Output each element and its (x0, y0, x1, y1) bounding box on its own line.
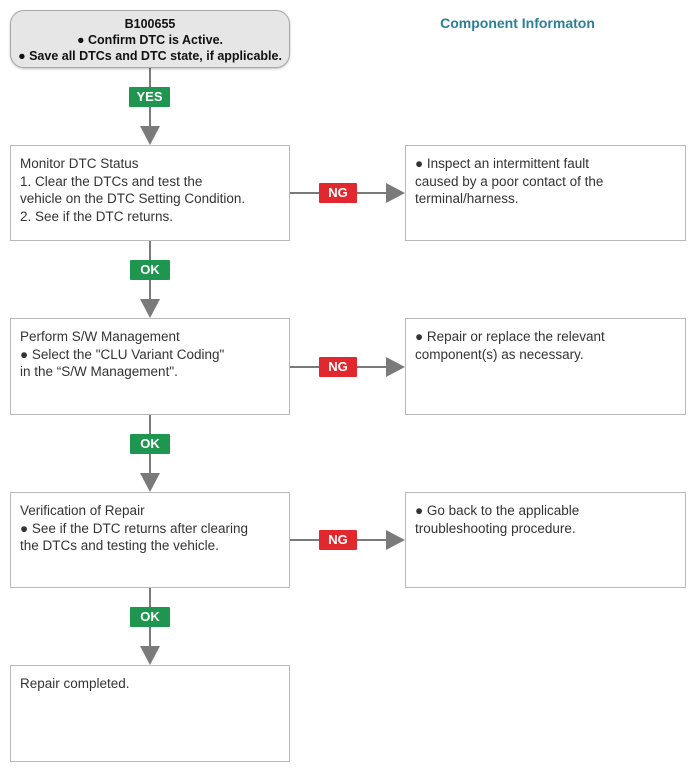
arrowhead-right (386, 530, 405, 550)
result-repair-or-replace (405, 318, 686, 415)
ng-badge: NG (319, 530, 357, 550)
arrowhead-down (140, 299, 160, 318)
step-title: Verification of Repair (20, 503, 145, 518)
ng-badge: NG (319, 357, 357, 377)
step-title: Perform S/W Management (20, 329, 180, 344)
step-text: ● Select the "CLU Variant Coding" (20, 346, 225, 362)
arrowhead-down (140, 473, 160, 492)
start-instruction: ● Confirm DTC is Active. (77, 33, 223, 47)
dtc-code: B100655 (124, 17, 176, 31)
result-text: ● Go back to the applicable (415, 503, 580, 518)
arrowhead-right (386, 357, 405, 377)
component-information-title: Component Informaton (440, 15, 595, 31)
ng-badge: NG (319, 183, 357, 203)
result-text: component(s) as necessary. (415, 346, 584, 362)
start-instruction: ● Save all DTCs and DTC state, if applicable. (18, 49, 282, 63)
step-text: in the “S/W Management". (20, 364, 178, 379)
ok-badge: OK (130, 260, 170, 280)
step-text: the DTCs and testing the vehicle. (20, 538, 219, 553)
result-text: ● Inspect an intermittent fault (415, 156, 589, 171)
step-title: Monitor DTC Status (20, 156, 139, 171)
ok-badge: OK (130, 607, 170, 627)
result-intermittent-fault (405, 145, 686, 241)
step-title: Repair completed. (20, 676, 130, 691)
start-node (10, 10, 290, 68)
step-perform-sw-management (10, 318, 290, 415)
step-monitor-dtc-status (10, 145, 290, 241)
step-text: 2. See if the DTC returns. (20, 208, 174, 224)
result-text: terminal/harness. (415, 191, 519, 206)
yes-badge: YES (129, 87, 170, 107)
result-text: troubleshooting procedure. (415, 520, 576, 536)
step-text: 1. Clear the DTCs and test the (20, 173, 203, 189)
ok-badge: OK (130, 434, 170, 454)
step-text: vehicle on the DTC Setting Condition. (20, 191, 246, 206)
arrowhead-down (140, 646, 160, 665)
arrowhead-right (386, 183, 405, 203)
step-verification-of-repair (10, 492, 290, 588)
result-go-back (405, 492, 686, 588)
result-text: caused by a poor contact of the (415, 173, 604, 189)
result-text: ● Repair or replace the relevant (415, 329, 605, 344)
step-text: ● See if the DTC returns after clearing (20, 520, 248, 536)
step-repair-completed (10, 665, 290, 762)
arrowhead-down (140, 126, 160, 145)
